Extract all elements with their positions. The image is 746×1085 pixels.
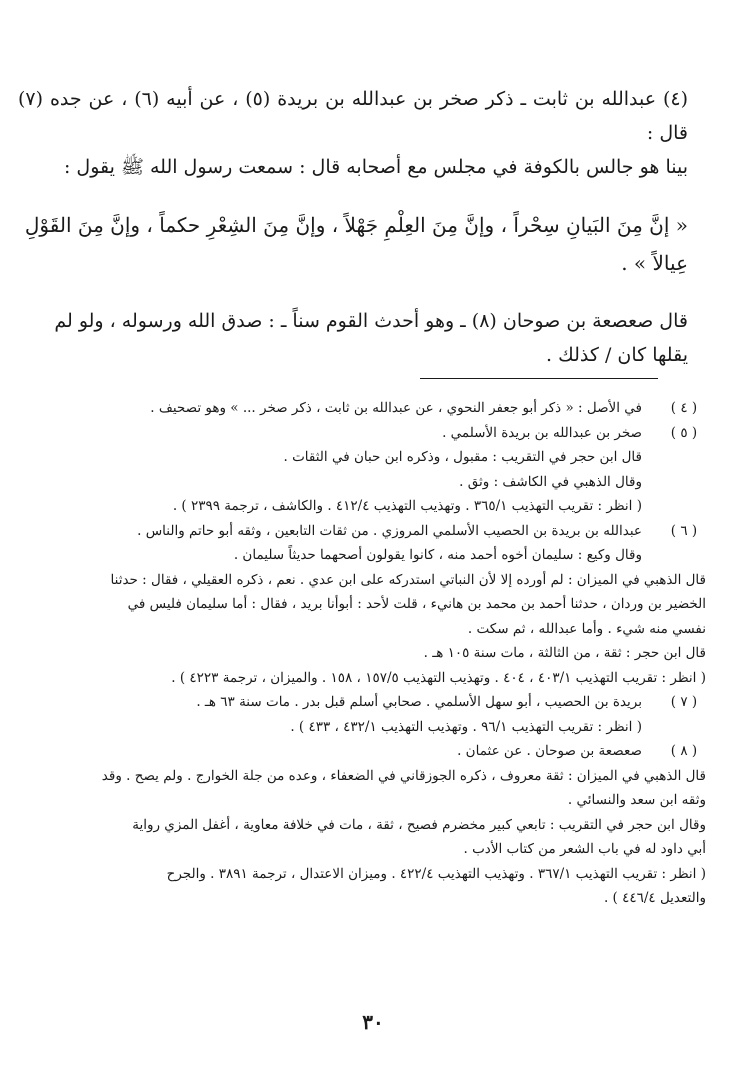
footnote-separator — [420, 378, 658, 379]
footnote — [22, 421, 706, 519]
footnote-number: ( ٧ ) — [670, 694, 698, 710]
footnote-number: ( ٨ ) — [670, 743, 698, 759]
footnote-number: ( ٦ ) — [670, 522, 698, 539]
footnote-line: صعصعة بن صوحان . عن عثمان . — [457, 743, 642, 759]
footnote-line: ( انظر : تقريب التهذيب ٩٦/١ . وتهذيب التهذيب ٤٣٢/١ ، ٤٣٣ ) . — [290, 718, 642, 735]
footnote-line: عبدالله بن بريدة بن الحصيب الأسلمي المروزي . من ثقات التابعين ، وثقه أبو حاتم والناس . — [137, 522, 642, 539]
footnote-line: صخر بن عبدالله بن بريدة الأسلمي . — [442, 424, 642, 441]
paragraph-narration — [18, 82, 688, 184]
footnote — [22, 396, 706, 421]
footnote-line: وقال الذهبي في الكاشف : وثق . — [459, 473, 642, 490]
footnote — [22, 519, 706, 691]
footnote-line: قال الذهبي في الميزان : ثقة معروف ، ذكره الجوزقاني في الضعفاء ، وعده من جلة الخوارج . ولم يصح . وقد — [101, 767, 706, 784]
footnote — [22, 690, 706, 739]
footnotes-section — [22, 396, 706, 911]
footnote-line: قال الذهبي في الميزان : لم أورده إلا لأن النباتي استدركه على ابن عدي . نعم ، ذكره العقيلي ، فقال : حدثنا — [110, 571, 706, 588]
footnote-line: وقال ابن حجر في التقريب : تابعي كبير مخضرم فصيح ، ثقة ، مات في خلافة معاوية ، أغفل المزي رواية — [132, 816, 706, 833]
paragraph-line: يقلها كان / كذلك . — [546, 344, 688, 366]
footnote-line: في الأصل : « ذكر أبو جعفر النحوي ، عن عبدالله بن ثابت ، ذكر صخر ... » وهو تصحيف . — [150, 400, 642, 416]
footnote-number: ( ٤ ) — [670, 400, 698, 416]
footnote-line: بريدة بن الحصيب ، أبو سهل الأسلمي . صحابي أسلم قبل بدر . مات سنة ٦٣ هـ . — [196, 694, 642, 710]
paragraph-hadith — [18, 206, 688, 282]
paragraph-line: قال صعصعة بن صوحان (٨) ـ وهو أحدث القوم سناً ـ : صدق الله ورسوله ، ولو لم — [54, 310, 688, 332]
footnote-number: ( ٥ ) — [670, 424, 698, 441]
footnote-line: قال ابن حجر في التقريب : مقبول ، وذكره ابن حبان في الثقات . — [283, 449, 642, 465]
footnote-line: الخضير بن وردان ، حدثنا أحمد بن محمد بن هانيء ، قلت لأحد : أبوأنا بريد ، فقال : أما سليمان فليس في — [127, 596, 706, 612]
footnote-line: ( انظر : تقريب التهذيب ٤٠٣/١ ، ٤٠٤ . وتهذيب التهذيب ١٥٧/٥ ، ١٥٨ . والميزان ، ترجمة ٤٢٢٣ ) . — [171, 669, 706, 686]
hadith-line: « إنَّ مِنَ البَيانِ سِحْراً ، وإنَّ مِنَ العِلْمِ جَهْلاً ، وإنَّ مِنَ الشِعْرِ حكماً ، وإنَّ مِنَ القَوْلِ — [24, 213, 688, 237]
hadith-line: عِيالاً » . — [621, 251, 688, 275]
main-text-block — [18, 82, 688, 372]
footnote — [22, 739, 706, 911]
page-number: ٣٠ — [362, 1010, 384, 1034]
footnote-line: والتعديل ٤٤٦/٤ ) . — [603, 890, 706, 906]
footnote-line: قال ابن حجر : ثقة ، من الثالثة ، مات سنة ١٠٥ هـ . — [423, 645, 706, 661]
footnote-line: وثقه ابن سعد والنسائي . — [567, 792, 706, 808]
footnote-line: ( انظر : تقريب التهذيب ٣٦٧/١ . وتهذيب التهذيب ٤٢٢/٤ . وميزان الاعتدال ، ترجمة ٣٨٩١ . والجرح — [166, 865, 706, 882]
paragraph-line: (٤) عبدالله بن ثابت ـ ذكر صخر بن عبدالله بن بريدة (٥) ، عن أبيه (٦) ، عن جده (٧) قال : — [18, 88, 689, 144]
footnote-line: وقال وكيع : سليمان أخوه أحمد منه ، كانوا يقولون أصحهما حديثاً سليمان . — [233, 547, 642, 563]
footnote-line: ( انظر : تقريب التهذيب ٣٦٥/١ . وتهذيب التهذيب ٤١٢/٤ . والكاشف ، ترجمة ٢٣٩٩ ) . — [172, 498, 642, 514]
footnote-line: نفسي منه شيء . وأما عبدالله ، ثم سكت . — [467, 620, 706, 637]
paragraph-saasaa — [18, 304, 688, 372]
paragraph-line: بينا هو جالس بالكوفة في مجلس مع أصحابه قال : سمعت رسول الله ﷺ يقول : — [63, 156, 688, 178]
footnote-line: أبي داود له في باب الشعر من كتاب الأدب . — [463, 841, 706, 857]
